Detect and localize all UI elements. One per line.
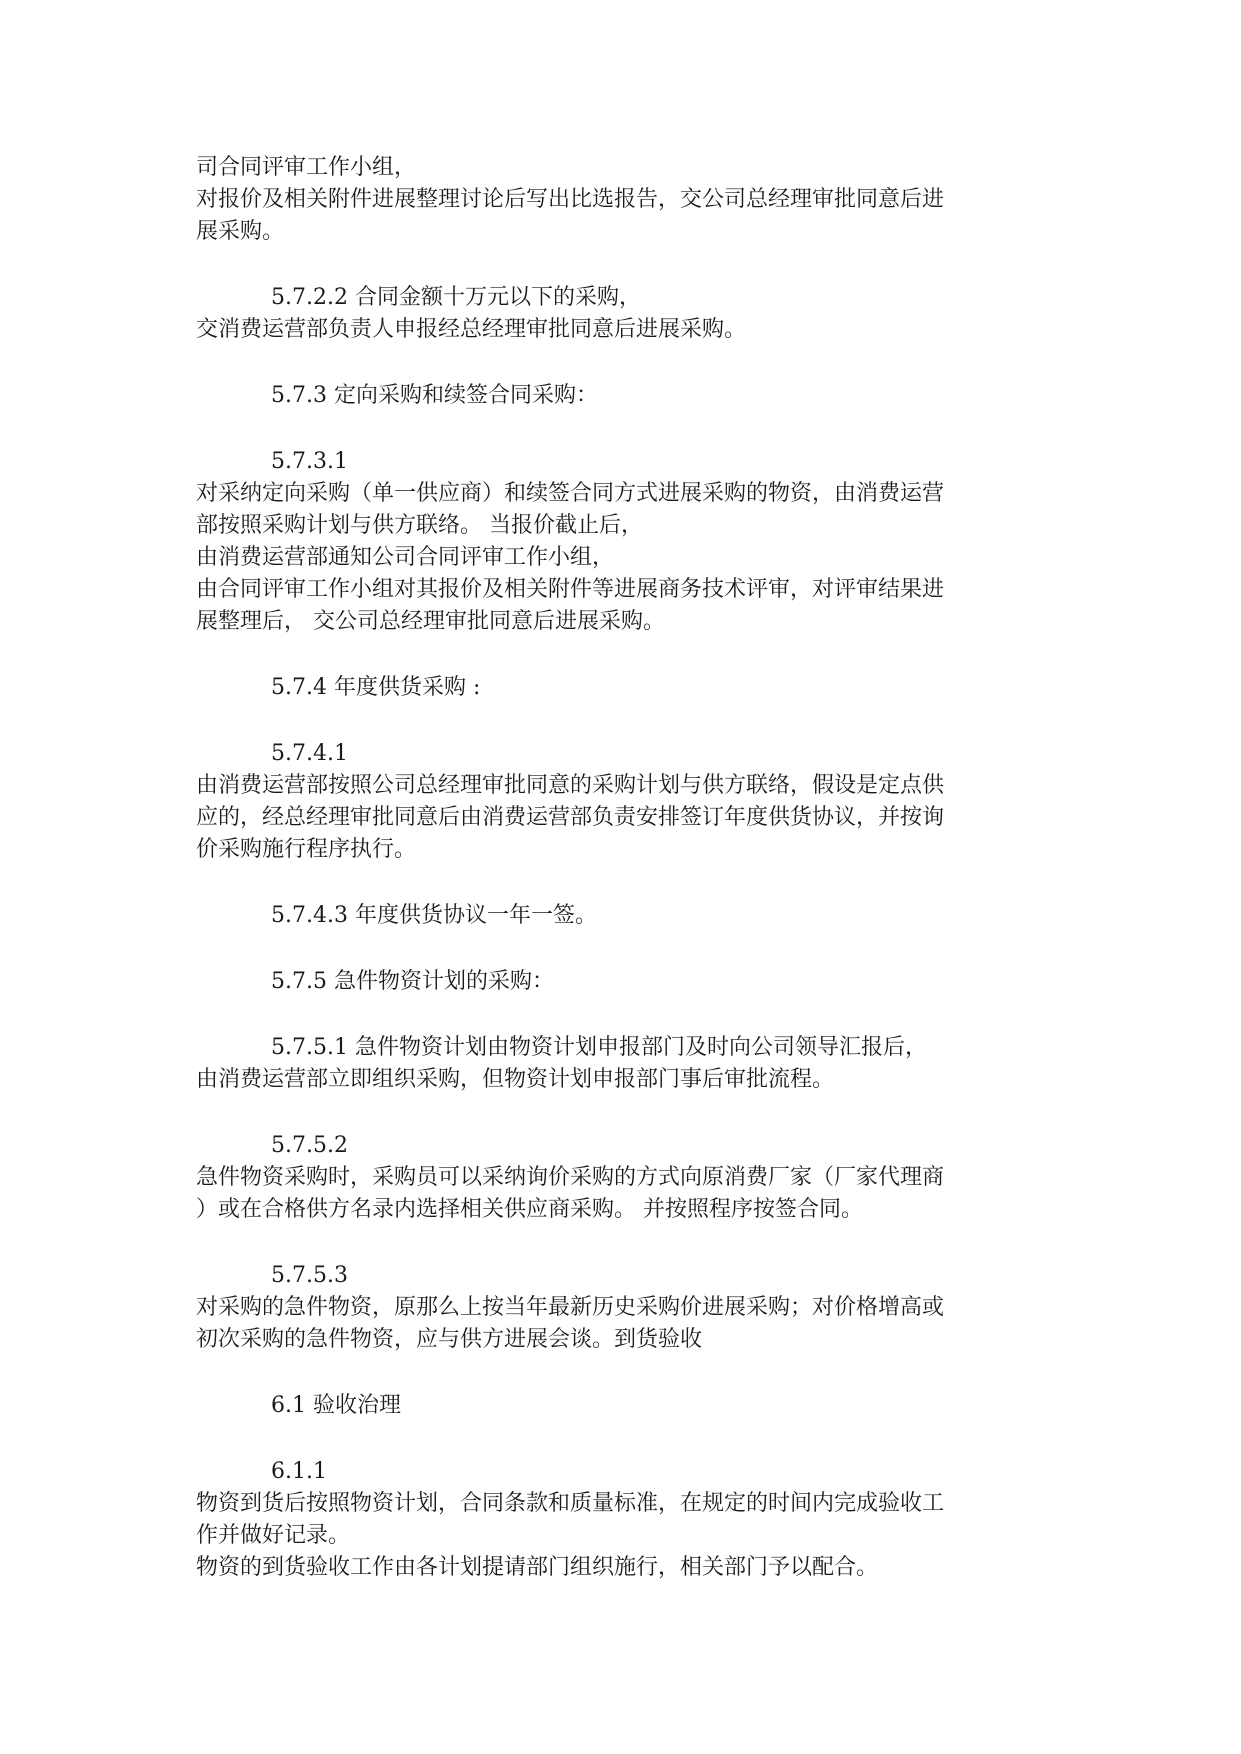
paragraph — [196, 900, 1056, 932]
text-line: 5.7.5.1 急件物资计划由物资计划申报部门及时向公司领导汇报后， — [271, 1035, 927, 1060]
text-line: 5.7.5.2 — [271, 1133, 348, 1158]
paragraph-gap — [196, 638, 1056, 672]
paragraph — [196, 1390, 1056, 1422]
paragraph — [196, 672, 1056, 704]
text-line: 5.7.4 年度供货采购 : — [271, 675, 481, 700]
paragraph-gap — [196, 412, 1056, 446]
text-line: 对报价及相关附件进展整理讨论后写出比选报告，交公司总经理审批同意后进 — [196, 187, 945, 212]
text-line: 物资到货后按照物资计划，合同条款和质量标准，在规定的时间内完成验收工 — [196, 1491, 945, 1516]
text-line: 5.7.3.1 — [271, 449, 348, 474]
text-line: 应的，经总经理审批同意后由消费运营部负责安排签订年度供货协议，并按询 — [196, 805, 945, 830]
paragraph — [196, 446, 1056, 638]
text-line: 6.1 验收治理 — [271, 1393, 401, 1418]
paragraph-gap — [196, 1096, 1056, 1130]
paragraph — [196, 1260, 1056, 1356]
text-line: 司合同评审工作小组， — [196, 155, 417, 180]
text-line: 部按照采购计划与供方联络。 当报价截止后， — [196, 513, 643, 538]
paragraph — [196, 1456, 1056, 1584]
text-line: 6.1.1 — [271, 1459, 327, 1484]
text-line: 作并做好记录。 — [196, 1523, 351, 1548]
text-line: 5.7.4.3 年度供货协议一年一签。 — [271, 903, 597, 928]
text-line: 交消费运营部负责人申报经总经理审批同意后进展采购。 — [196, 317, 747, 342]
text-line: 展整理后， 交公司总经理审批同意后进展采购。 — [196, 609, 665, 634]
paragraph-gap — [196, 932, 1056, 966]
paragraph — [196, 152, 1056, 248]
paragraph-gap — [196, 1226, 1056, 1260]
paragraph-gap — [196, 704, 1056, 738]
text-line: 展采购。 — [196, 219, 285, 244]
paragraph — [196, 380, 1056, 412]
text-line: 价采购施行程序执行。 — [196, 837, 417, 862]
paragraph-gap — [196, 998, 1056, 1032]
text-line: 对采纳定向采购（单一供应商）和续签合同方式进展采购的物资，由消费运营 — [196, 481, 945, 506]
text-line: 5.7.4.1 — [271, 741, 348, 766]
text-line: ）或在合格供方名录内选择相关供应商采购。 并按照程序按签合同。 — [196, 1197, 863, 1222]
text-line: 5.7.5.3 — [271, 1263, 348, 1288]
text-line: 由合同评审工作小组对其报价及相关附件等进展商务技术评审，对评审结果进 — [196, 577, 945, 602]
text-line: 由消费运营部通知公司合同评审工作小组， — [196, 545, 615, 570]
paragraph — [196, 1032, 1056, 1096]
paragraph — [196, 282, 1056, 346]
text-line: 初次采购的急件物资，应与供方进展会谈。到货验收 — [196, 1327, 703, 1352]
text-line: 5.7.2.2 合同金额十万元以下的采购， — [271, 285, 641, 310]
paragraph-gap — [196, 866, 1056, 900]
text-line: 由消费运营部立即组织采购，但物资计划申报部门事后审批流程。 — [196, 1067, 835, 1092]
paragraph-gap — [196, 1422, 1056, 1456]
paragraph — [196, 1130, 1056, 1226]
paragraph — [196, 966, 1056, 998]
paragraph-gap — [196, 1356, 1056, 1390]
text-line: 5.7.3 定向采购和续签合同采购： — [271, 383, 598, 408]
document-body — [196, 152, 1056, 1584]
text-line: 急件物资采购时，采购员可以采纳询价采购的方式向原消费厂家（厂家代理商 — [196, 1165, 945, 1190]
text-line: 对采购的急件物资，原那么上按当年最新历史采购价进展采购；对价格增高或 — [196, 1295, 945, 1320]
text-line: 物资的到货验收工作由各计划提请部门组织施行，相关部门予以配合。 — [196, 1555, 879, 1580]
text-line: 由消费运营部按照公司总经理审批同意的采购计划与供方联络，假设是定点供 — [196, 773, 945, 798]
text-line: 5.7.5 急件物资计划的采购： — [271, 969, 554, 994]
paragraph — [196, 738, 1056, 866]
paragraph-gap — [196, 346, 1056, 380]
paragraph-gap — [196, 248, 1056, 282]
